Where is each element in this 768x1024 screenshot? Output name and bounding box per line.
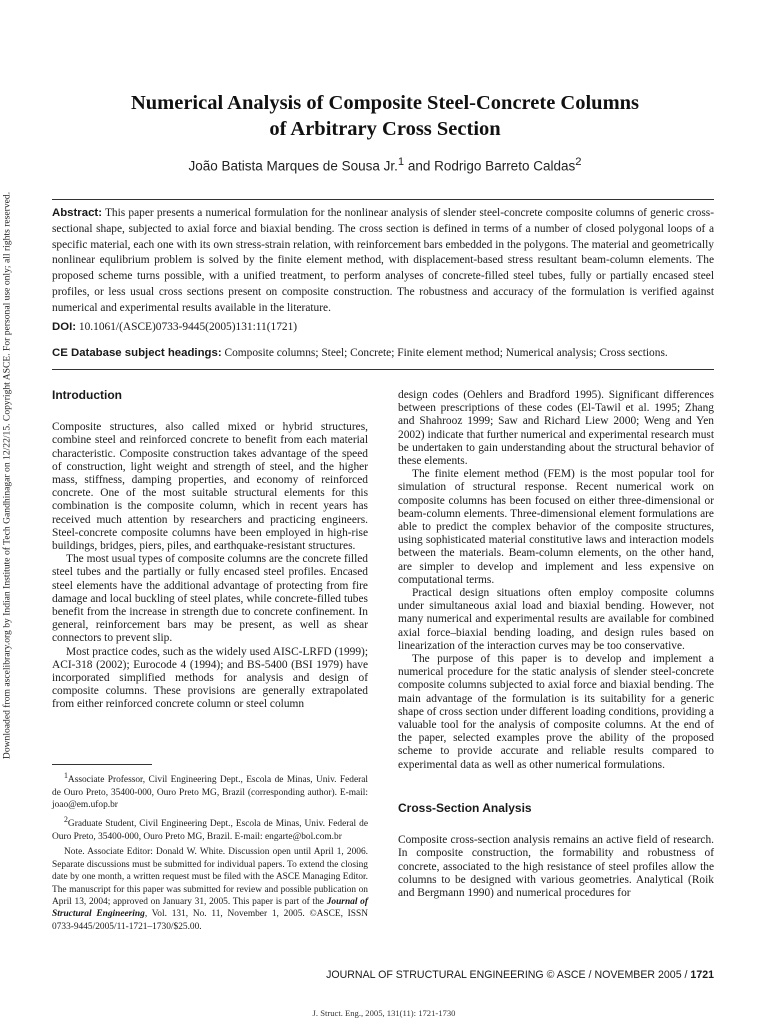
intro-heading: Introduction (52, 388, 122, 402)
author-2-affiliation: 2 (575, 156, 582, 168)
intro-paragraph-1: Composite structures, also called mixed or hybrid structures, combine steel and reinforced concrete to benefit from each material characteristic. Composite construction takes advantage of the speed of construction, light weight and strength of steel, and the higher mass, stiffness, damping properties, and economy of reinforced concrete. One of the most suitable structural elements for this combination is the composite column, which in recent years has received much attention by researchers and practicing engineers. Steel-concrete composite columns have been employed in high-rise buildings, bridges, piers, piles, and earthquake-resistant structures. (52, 421, 368, 553)
footnote-1-text: Associate Professor, Civil Engineering Dept., Escola de Minas, Univ. Federal de Ouro Preto, 35400-000, Ouro Preto MG, Brazil (corresponding author). E-mail: joao@em.ufop.br (52, 775, 368, 810)
right-paragraph-4: The purpose of this paper is to develop and implement a numerical procedure for the static analysis of slender steel-concrete composite columns subjected to axial force and biaxial bending. The main advantage of the formulation is its suitability for a generic shape of cross section under different loading conditions, providing a valuable tool for the analysis of composite columns. At the end of the paper, selected examples prove the ability of the proposed scheme to provide accurate and reliable results compared to experimental data as well as other numerical formulations. (398, 653, 714, 771)
paper-title (40, 90, 730, 142)
footnote-1 (52, 770, 368, 811)
editorial-note-end: , Vol. 131, No. 11, November 1, 2005. ©ASCE, ISSN 0733-9445/2005/11-1721–1730/$25.00. (52, 909, 368, 932)
subject-headings (52, 347, 742, 359)
intro-paragraph-2: The most usual types of composite columns are the concrete filled steel tubes and the partially or fully encased steel profiles. Encased steel elements have the additional advantage of protecting from fire damage and local buckling of steel plates, while concrete-filled tubes benefit from the increase in strength due to concrete confinement. In general, reinforcement bars may be present, as well as shear connectors to prevent slip. (52, 553, 368, 645)
download-watermark: Downloaded from ascelibrary.org by Indian Institute of Tech Gandhinagar on 12/22/15. Copyright ASCE. For personal use only; all rights reserved. (1, 191, 13, 760)
abstract (52, 206, 714, 317)
subject-headings-value: Composite columns; Steel; Concrete; Finite element method; Numerical analysis; Cross sections. (224, 347, 668, 359)
footnotes (52, 770, 368, 936)
footnote-2-text: Graduate Student, Civil Engineering Dept., Escola de Minas, Univ. Federal de Ouro Preto, 35400-000, Ouro Preto MG, Brazil. E-mail: engarte@bol.com.br (52, 819, 368, 842)
right-paragraph-2: The finite element method (FEM) is the most popular tool for simulation of structural response. Recent numerical work on composite columns has been focused on either three-dimensional or beam-column elements. Three-dimensional element formulations are able to predict the complex behavior of the composite structures, using sophisticated material constitutive laws and interaction models between the materials. Beam-column elements, on the other hand, are simpler to develop and implement and less expensive on computational terms. (398, 468, 714, 586)
header-rule (52, 199, 714, 200)
left-column (52, 389, 368, 712)
editorial-note-start: Note. Associate Editor: Donald W. White. Discussion open until April 1, 2006. Separate discussions must be submitted for individual papers. To extend the closing date by one month, a written request must be filed with the ASCE Managing Editor. The manuscript for this paper was submitted for review and possible publication on April 13, 2004; approved on January 31, 2005. This paper is part of the (52, 847, 368, 907)
title-line-2: of Arbitrary Cross Section (269, 118, 501, 140)
footnote-2 (52, 814, 368, 843)
intro-paragraph-3: Most practice codes, such as the widely used AISC-LRFD (1999); ACI-318 (2002); Eurocode 4 (1994); and BS-5400 (BSI 1979) have incorporated simplified methods for analysis and design of composite columns. These provisions are generally extrapolated from either reinforced concrete column or steel column (52, 645, 368, 711)
page-number: 1721 (690, 969, 714, 981)
footnote-rule (52, 764, 152, 765)
title-line-1: Numerical Analysis of Composite Steel-Concrete Columns (130, 92, 640, 114)
cross-section-heading: Cross-Section Analysis (398, 800, 532, 815)
footnote-2-mark: 2 (64, 815, 68, 825)
citation-footer: J. Struct. Eng., 2005, 131(11): 1721-1730 (312, 1008, 456, 1018)
abstract-label: Abstract: (52, 207, 103, 219)
right-paragraph-3: Practical design situations often employ composite columns under simultaneous axial load and biaxial bending. However, not many numerical and experimental results are available for combined axial force–biaxial bending loading, and design rules based on linearization of the interaction curves may be too conservative. (398, 587, 714, 652)
right-column (398, 389, 714, 900)
subject-headings-label: CE Database subject headings: (52, 347, 222, 359)
author-1: João Batista Marques de Sousa Jr. (188, 158, 398, 174)
journal-footer-text: JOURNAL OF STRUCTURAL ENGINEERING © ASCE / NOVEMBER 2005 / (326, 969, 691, 981)
doi (52, 321, 297, 333)
editorial-note-journal: Journal of Structural Engineering (52, 896, 368, 920)
editorial-note (52, 846, 368, 933)
journal-footer (326, 969, 714, 981)
author-list (40, 156, 730, 174)
author-conjunction: and (404, 158, 435, 174)
section-rule (52, 369, 714, 370)
right-paragraph-5: Composite cross-section analysis remains an active field of research. In composite construction, the formability and robustness of concrete, associated to the high resistance of steel profiles allow the columns to be designed with various geometries. Analytical (Roik and Bergmann 1990) and numerical procedures for (398, 834, 714, 899)
author-1-affiliation: 1 (397, 156, 405, 168)
doi-value[interactable]: 10.1061/(ASCE)0733-9445(2005)131:11(1721) (78, 321, 298, 333)
author-2: Rodrigo Barreto Caldas (434, 158, 576, 174)
right-paragraph-1: design codes (Oehlers and Bradford 1995). Significant differences between prescriptions of these codes (El-Tawil et al. 1995; Zhang and Shahrooz 1999; Saw and Richard Liew 2000; Weng and Yen 2002) indicate that further numerical and experimental research must be undertaken to gain understanding about the structural behavior of these elements. (398, 389, 714, 468)
footnote-1-mark: 1 (64, 771, 68, 780)
doi-label: DOI: (52, 321, 77, 333)
abstract-text: This paper presents a numerical formulation for the nonlinear analysis of slender steel-concrete composite columns of generic cross-sectional shape, subjected to axial force and biaxial bending. The cross section is defined in terms of a number of closed polygonal loops of a specific material, each one with its own stress-strain relation, with reinforcement bars embedded in the polygons. The material and geometrically nonlinear equlibrium problem is solved by the finite element method, with displacement-based stress resultant beam-column elements. The proposed scheme turns possible, with a unified treatment, to perform analyses of concrete-filled steel tubes, fully or partially encased steel profiles, or less usual cross sections present on composite construction. The robustness and accuracy of the formulation is verified against numerical and experimental results available in the literature. (52, 207, 714, 314)
